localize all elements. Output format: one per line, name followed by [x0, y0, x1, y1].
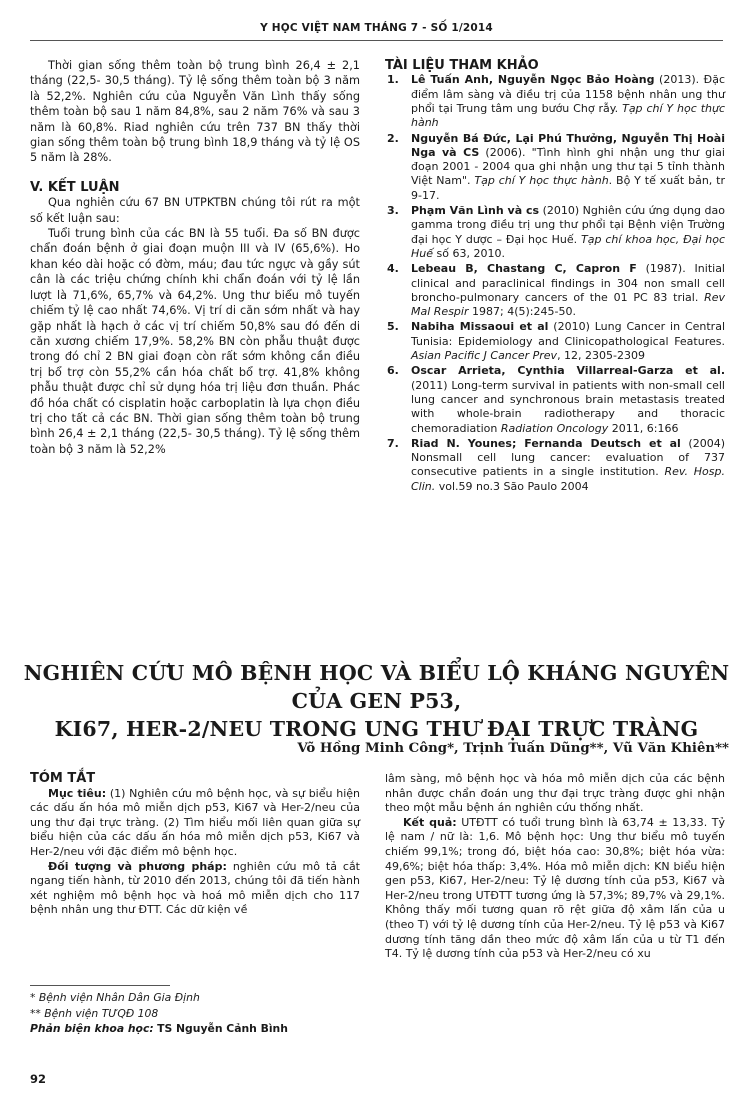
reference-item: 5. Nabiha Missaoui et al (2010) Lung Cancer in Central Tunisia: Epidemiology and Clinicopathological Features. Asian Pacific J Cancer Prev, 12, 2305-2309 — [387, 320, 726, 363]
footnotes — [30, 990, 360, 1037]
clinical-paragraph: lâm sàng, mô bệnh học và hóa mô miễn dịch của các bệnh nhân được chẩn đoán ung thư đại trực tràng được ghi nhận theo một mẫu bệnh án nghiên cứu thống nhất. — [385, 772, 725, 815]
summary-left-column — [30, 772, 360, 918]
article-title-line1: NGHIÊN CỨU MÔ BỆNH HỌC VÀ BIỂU LỘ KHÁNG NGUYÊN CỦA GEN P53, — [23, 661, 730, 713]
summary-right-column — [385, 772, 725, 962]
results-paragraph: Kết quả: UTĐTT có tuổi trung bình là 63,74 ± 13,33. Tỷ lệ nam / nữ là: 1,6. Mô bệnh học: Ung thư biểu mô tuyến chiếm 99,1%; trong đó, biệt hóa cao: 30,8%; biệt hóa vừa: 49,6%; biệt hóa thấp: 3,4%. Hóa mô miễn dịch: KN biểu hiện gen p53, Ki67, Her-2/neu: Tỷ lệ dương tính của p53, Ki67 và Her-2/neu trong UTĐTT tương ứng là 57,3%; 89,7% và 29,1%. Không thấy mối tương quan rõ rệt giữa độ xâm lấn của u (theo T) với tỷ lệ dương tính của Her-2/neu. Tỷ lệ p53 và Ki67 dương tính tăng dần theo mức độ xâm lấn của u từ T1 đến T4. Tỷ lệ dương tính của p53 và Her-2/neu có xu — [385, 815, 725, 961]
reference-item: 4. Lebeau B, Chastang C, Capron F (1987). Initial clinical and paraclinical findings in 304 non small cell broncho-pulmonary cancers of the 01 PC 83 trial. Rev Mal Respir 1987; 4(5):245-50. — [387, 262, 725, 319]
page-number: 92 — [30, 1072, 47, 1086]
article-title-line2: KI67, HER-2/NEU TRONG UNG THƯ ĐẠI TRỰC TRÀNG — [54, 717, 699, 741]
header-divider — [30, 40, 723, 41]
article-authors: Võ Hồng Minh Công*, Trịnh Tuấn Dũng**, Vũ Văn Khiên** — [297, 741, 729, 756]
conclusion-intro: Qua nghiên cứu 67 BN UTPKTBN chúng tôi rút ra một số kết luận sau: — [30, 196, 360, 225]
reference-item: 6. Oscar Arrieta, Cynthia Villarreal-Garza et al. (2011) Long-term survival in patients with non-small cell lung cancer and synchronous brain metastasis treated with whole-brain radiotherapy and thoracic chemoradiation Radiation Oncology 2011, 6:166 — [387, 364, 725, 435]
conclusion-body: Tuổi trung bình của các BN là 55 tuổi. Đa số BN được chẩn đoán bệnh ở giai đoạn muộn III và IV (65,6%). Ho khan kéo dài hoặc có đờm, máu; đau tức ngực và gầy sút cân là các triệu chứng chính khi chẩn đoán với tỷ lệ lần lượt là 71,6%, 65,7% và 64,2%. Ung thư biểu mô tuyến chiếm tỷ lệ cao nhất 74,6%. Vị trí di căn sớm nhất và hay gặp nhất là hạch ở các vị trí chiếm 50,8% sau đó đến di căn xương chiếm 17,9%. 58,2% BN còn phẫu thuật được trong đó chỉ 2 BN giai đoạn còn rất sớm không cần điều trị bổ trợ còn 55,2% cần hóa chất bổ trợ. 41,8% không phẫu thuật được chỉ sử dụng hóa trị liệu đơn thuần. Phác đồ hóa chất có cisplatin hoặc carboplatin là lựa chọn điều trị cho tất cả các BN. Thời gian sống thêm toàn bộ trung bình 26,4 ± 2,1 tháng (22,5- 30,5 tháng). Tỷ lệ sống thêm toàn bộ 3 năm là 52,2% — [30, 227, 360, 456]
footnote-divider — [30, 985, 170, 986]
footnote-affiliation-2: ** Bệnh viện TƯQĐ 108 — [30, 1006, 159, 1020]
objective-paragraph: Mục tiêu: (1) Nghiên cứu mô bệnh học, và sự biểu hiện các dấu ấn hóa mô miễn dịch p53, Ki67 và Her-2/neu của ung thư đại trực tràng. (2) Tìm hiểu mối liên quan giữa sự biểu hiện của các dấu ấn hóa mô miễn dịch p53, Ki67 và Her-2/neu với đặc điểm mô bệnh học. — [30, 786, 360, 858]
conclusion-heading: V. KẾT LUẬN — [30, 179, 120, 195]
methods-paragraph: Đối tượng và phương pháp: nghiên cứu mô tả cắt ngang tiến hành, từ 2010 đến 2013, chúng tôi đã tiến hành xét nghiệm mô bệnh học và hoá mô miễn dịch cho 117 bệnh nhân ung thư ĐTT. Các dữ kiện về — [30, 859, 360, 917]
references-section — [385, 58, 725, 495]
survival-paragraph: Thời gian sống thêm toàn bộ trung bình 26,4 ± 2,1 tháng (22,5- 30,5 tháng). Tỷ lệ sống thêm toàn bộ 3 năm là 52,2%. Nghiên cứu của Nguyễn Văn Lình thấy sống thêm toàn bộ sau 1 năm 84,8%, sau 2 năm 76% và sau 3 năm là 60,8%. Riad nghiên cứu trên 737 BN thấy thời gian sống thêm toàn bộ trung bình 18,9 tháng và tỷ lệ OS 5 năm là 28%. — [30, 59, 360, 165]
summary-heading: TÓM TẮT — [30, 771, 96, 786]
running-header: Y HỌC VIỆT NAM THÁNG 7 - SỐ 1/2014 — [260, 22, 493, 34]
left-column-top — [30, 58, 360, 457]
article-title — [20, 659, 733, 743]
reference-item: 2. Nguyễn Bá Đức, Lại Phú Thưởng, Nguyễn Thị Hoài Nga và CS (2006). "Tình hình ghi nhận ung thư giai đoạn 2001 - 2004 qua ghi nhận ung thư tại 5 tỉnh thành Việt Nam". Tạp chí Y học thực hành. Bộ Y tế xuất bản, tr 9-17. — [387, 131, 725, 202]
references-list — [385, 73, 725, 494]
reference-item: 3. Phạm Văn Lình và cs (2010) Nghiên cứu ứng dụng dao gamma trong điều trị ung thư phổi tại Bệnh viện Trường đại học Y dược – Đại học Huế. Tạp chí khoa học, Đại học Huế số 63, 2010. — [387, 204, 726, 260]
reference-item: 7. Riad N. Younes; Fernanda Deutsch et al (2004) Nonsmall cell lung cancer: evaluation of 737 consecutive patients in a single institution. Rev. Hosp. Clin. vol.59 no.3 São Paulo 2004 — [387, 436, 726, 493]
reference-item: 1. Lê Tuấn Anh, Nguyễn Ngọc Bảo Hoàng (2013). Đặc điểm lâm sàng và điều trị của 1158 bệnh nhân ung thư phổi tại Trung tâm ung bướu Chợ rẫy. Tạp chí Y học thực hành — [387, 73, 726, 130]
reviewer-line: Phản biện khoa học: TS Nguyễn Cảnh Bình — [30, 1022, 288, 1035]
footnote-affiliation-1: * Bệnh viện Nhân Dân Gia Định — [30, 991, 200, 1004]
references-heading: TÀI LIỆU THAM KHẢO — [385, 58, 539, 73]
